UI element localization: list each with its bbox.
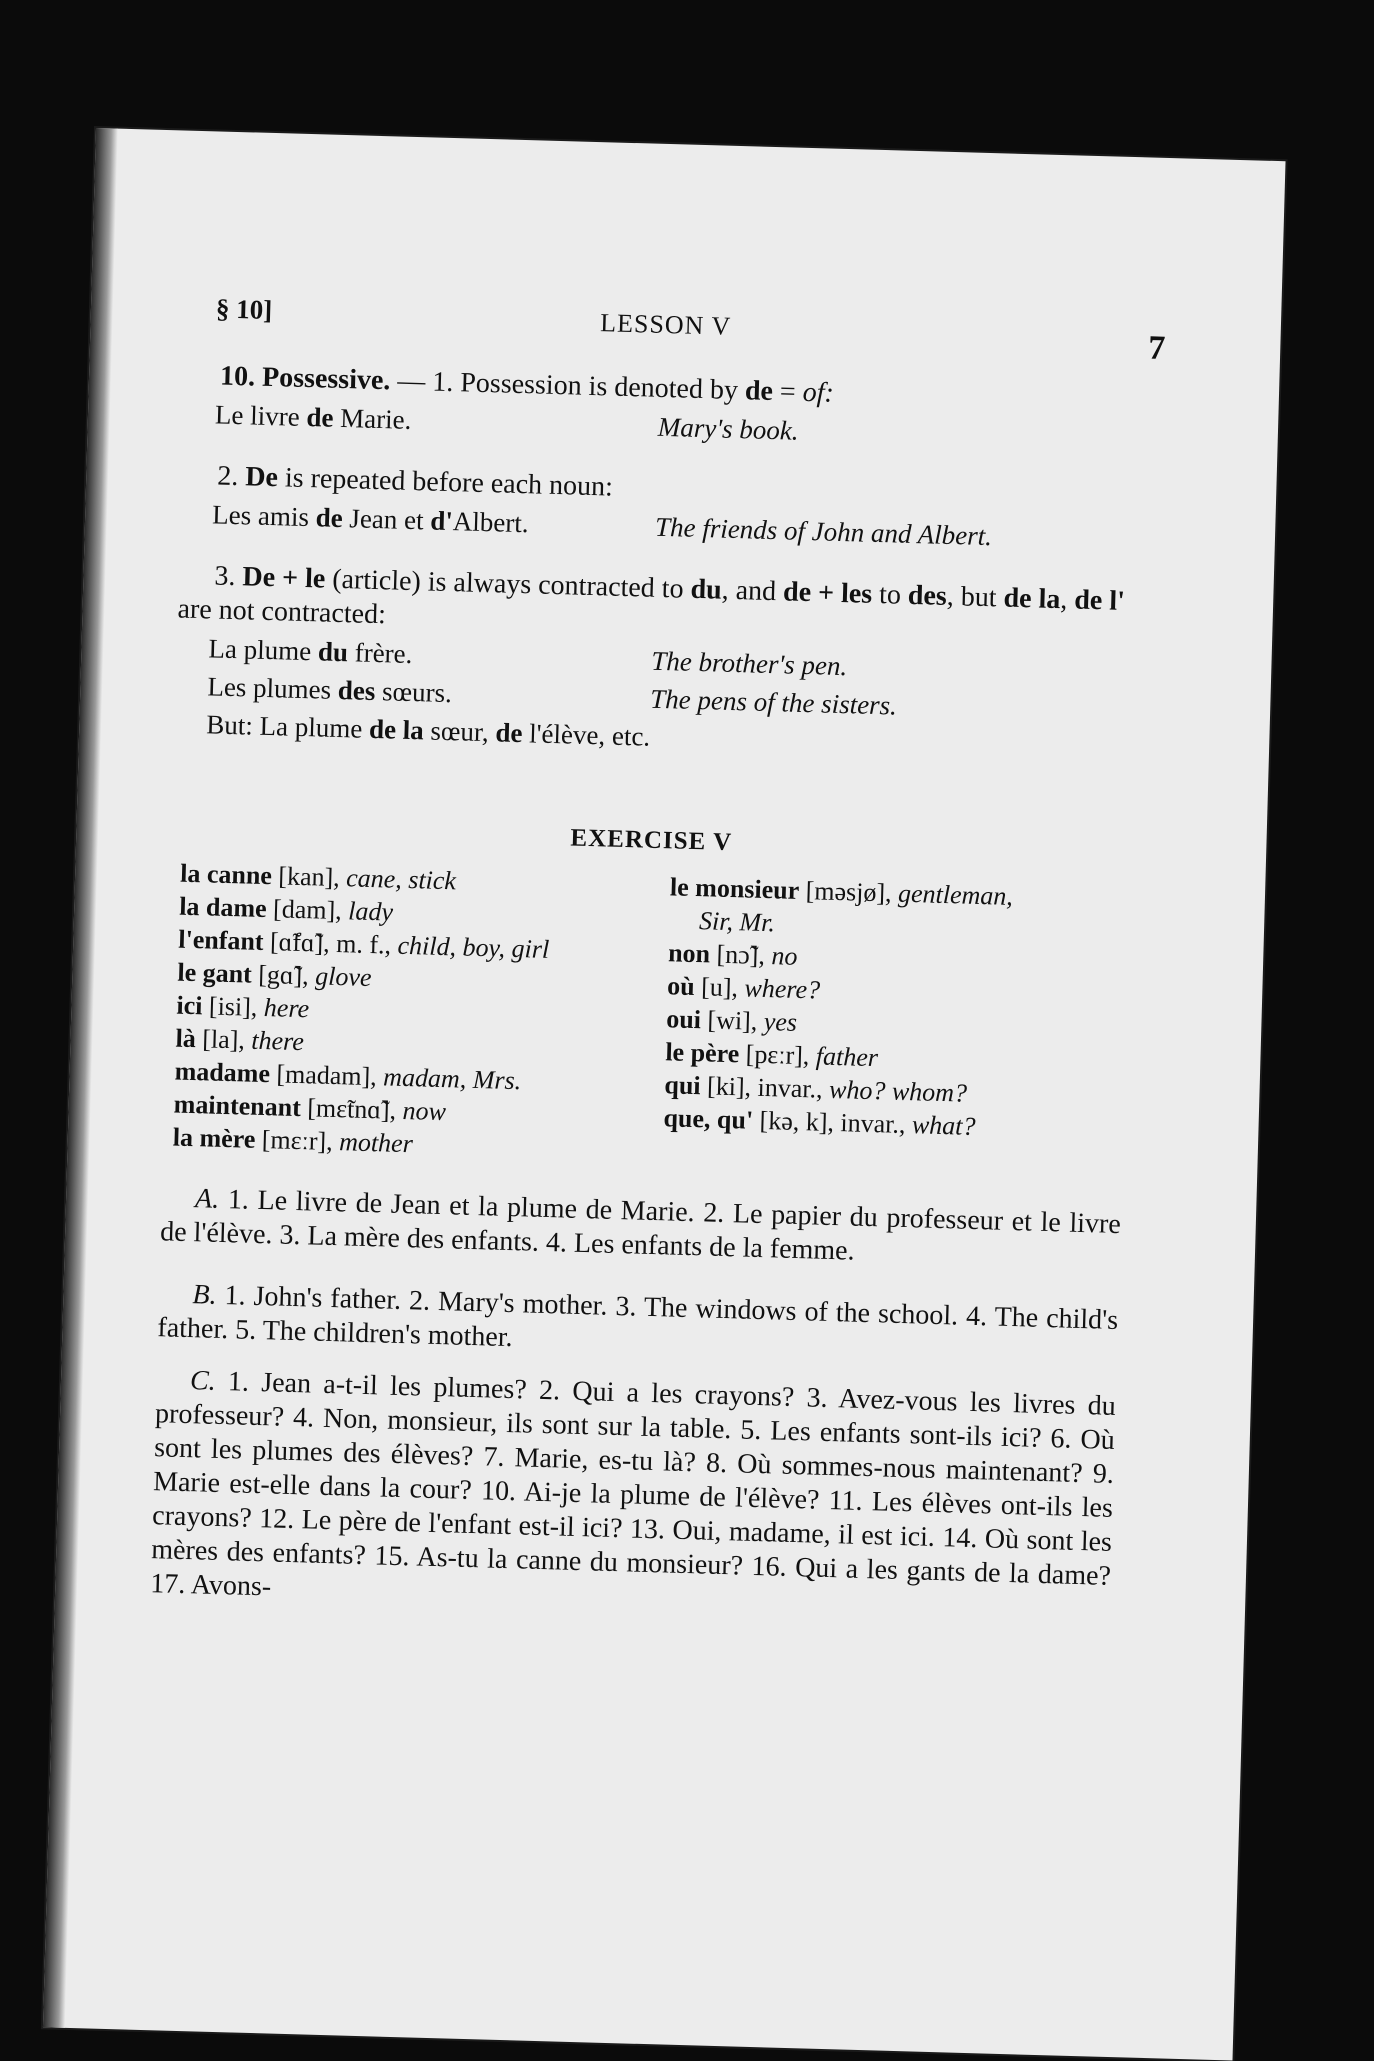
vocabulary-pronunciation: [madam], (269, 1059, 384, 1092)
book-page (43, 128, 1286, 2060)
vocabulary-gloss: father (815, 1041, 879, 1073)
rule-10-part-3: 3. De + le (article) is always contracted to du, and de + les to des, but de la, de l' are not contracted: (177, 560, 1126, 631)
vocabulary-gloss: cane, stick (345, 863, 457, 896)
vocabulary-pronunciation: [gɑ̃], (251, 959, 316, 991)
vocabulary-headword: ici (176, 990, 203, 1021)
example-english: The friends of John and Albert. (654, 511, 993, 552)
vocabulary-gloss: now (402, 1095, 447, 1127)
vocabulary-gloss: madam, Mrs. (382, 1062, 522, 1096)
vocabulary-headword: oui (665, 1004, 702, 1035)
example-french: Les amis de Jean et d'Albert. (211, 499, 530, 539)
rule-text: — 1. Possession is denoted by (389, 365, 746, 407)
rule-keyword: de (744, 375, 774, 407)
example-english: Mary's book. (657, 411, 799, 446)
vocabulary-pronunciation: [nɔ̃], (709, 939, 772, 971)
vocabulary-gloss: there (251, 1025, 305, 1057)
vocabulary-pronunciation: [pɛːr], (738, 1039, 817, 1071)
vocabulary-pronunciation: [mɛ̃tnɑ̃], (300, 1093, 403, 1125)
vocabulary-list (162, 856, 1130, 1180)
exercise-heading: EXERCISE V (570, 824, 733, 857)
page-number: 7 (1147, 329, 1166, 367)
exercise-b: B. 1. John's father. 2. Mary's mother. 3. The windows of the school. 4. The child's father. 5. The children's mother. (157, 1279, 1119, 1354)
rule-10-part-2: 2. De is repeated before each noun: (216, 460, 614, 503)
vocabulary-headword: la mère (172, 1122, 256, 1154)
vocabulary-pronunciation: [mɛːr], (254, 1124, 340, 1157)
vocabulary-pronunciation: [isi], (202, 991, 265, 1023)
vocabulary-gloss: glove (314, 961, 372, 993)
vocabulary-pronunciation: [ki], invar., (700, 1071, 830, 1104)
vocabulary-pronunciation: [kə, k], invar., (752, 1105, 913, 1140)
vocabulary-gloss: mother (338, 1127, 414, 1159)
vocabulary-pronunciation: [kan], (271, 861, 347, 893)
vocabulary-gloss: where? (744, 973, 821, 1005)
exercise-a: A. 1. Le livre de Jean et la plume de Marie. 2. Le papier du professeur et le livre de l'élève. 3. La mère des enfants. 4. Les enfants de la femme. (159, 1183, 1122, 1267)
rule-title: Possessive. (261, 361, 391, 397)
vocabulary-gloss: lady (347, 896, 394, 927)
vocabulary-headword: la dame (178, 891, 268, 924)
vocabulary-headword: non (667, 938, 711, 969)
vocabulary-headword: l'enfant (177, 924, 264, 956)
vocabulary-headword: la canne (179, 858, 273, 891)
rule-number: 10. (219, 360, 256, 393)
vocabulary-gloss: no (771, 941, 798, 971)
vocabulary-gloss: gentleman, (897, 878, 1014, 911)
exercise-c: C. 1. Jean a-t-il les plumes? 2. Qui a les crayons? 3. Avez-vous les livres du professeur? 4. Non, monsieur, ils sont sur la table. 5. Les enfants sont-ils ici? 6. Où sont les plumes des élèves? 7. Marie, es-tu là? 8. Où sommes-nous maintenant? 9. Marie est-elle dans la cour? 10. Ai-je la plume de l'élève? 11. Les élèves ont-ils les crayons? 12. Le père de l'enfant est-il ici? 13. Oui, madame, il est ici. 14. Où sont les mères des enfants? 15. As-tu la canne du monsieur? 16. Qui a les gants de la dame? 17. Avons- (149, 1365, 1117, 1603)
vocabulary-headword: que, qu' (663, 1103, 754, 1135)
vocabulary-pronunciation: [məsjø], (798, 875, 899, 908)
vocabulary-gloss: here (263, 993, 310, 1024)
vocabulary-headword: où (666, 971, 696, 1002)
vocabulary-column-right (632, 869, 1130, 1180)
vocabulary-headword: le père (665, 1037, 740, 1069)
vocabulary-headword: qui (664, 1070, 702, 1101)
vocabulary-pronunciation: [u], (694, 972, 745, 1003)
vocabulary-headword: là (175, 1023, 197, 1054)
vocabulary-headword: maintenant (173, 1089, 302, 1123)
example-french: Les plumes des sœurs. (207, 671, 453, 709)
vocabulary-pronunciation: [dam], (266, 894, 349, 926)
example-english: The brother's pen. (650, 645, 848, 682)
vocabulary-pronunciation: [wi], (700, 1005, 765, 1036)
page-content (149, 291, 1166, 1628)
vocabulary-pronunciation: [ɑ̃fɑ̃], m. f., (263, 927, 399, 960)
example-english: The pens of the sisters. (649, 683, 898, 721)
vocabulary-continuation: Sir, Mr. (698, 906, 776, 938)
vocabulary-headword: le monsieur (669, 872, 800, 905)
example-french: But: La plume de la sœur, de l'élève, etc. (205, 709, 651, 752)
book-spine-shadow (43, 128, 118, 2028)
vocabulary-gloss: yes (763, 1007, 798, 1037)
lesson-title: LESSON V (599, 308, 732, 341)
vocabulary-gloss: what? (911, 1110, 976, 1141)
rule-text: = (772, 376, 804, 408)
rule-gloss: of: (802, 376, 835, 409)
vocabulary-headword: le gant (177, 957, 253, 989)
vocabulary-headword: madame (174, 1056, 271, 1089)
vocabulary-gloss: child, boy, girl (397, 930, 550, 964)
example-french: Le livre de Marie. (214, 399, 412, 435)
vocabulary-gloss: who? whom? (828, 1074, 968, 1108)
example-french: La plume du frère. (208, 633, 413, 670)
section-marker: § 10] (215, 293, 273, 325)
vocabulary-pronunciation: [la], (195, 1024, 252, 1055)
vocabulary-column-left (162, 856, 640, 1166)
